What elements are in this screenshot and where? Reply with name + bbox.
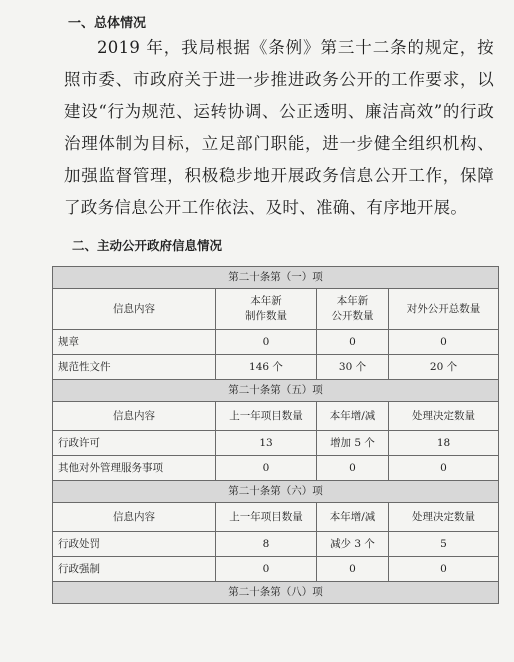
header-cell: 信息内容	[53, 289, 216, 330]
header-row	[53, 289, 499, 330]
cell: 5	[389, 532, 499, 557]
table-row	[53, 557, 499, 582]
cell: 0	[389, 456, 499, 481]
section-row-1	[53, 267, 499, 289]
table-row	[53, 456, 499, 481]
cell: 30 个	[317, 355, 389, 380]
cell: 0	[216, 330, 317, 355]
overview-paragraph: 2019 年，我局根据《条例》第三十二条的规定，按照市委、市政府关于进一步推进政务公开的工作要求，以建设“行为规范、运转协调、公正透明、廉洁高效”的行政治理体制为目标，立足部门职能，进一步健全组织机构、加强监督管理，积极稳步地开展政务信息公开工作，保障了政务信息公开工作依法、及时、准确、有序地开展。	[64, 38, 494, 217]
cell: 13	[216, 431, 317, 456]
header-cell: 信息内容	[53, 503, 216, 532]
row-label: 规章	[53, 330, 216, 355]
cell: 增加 5 个	[317, 431, 389, 456]
cell: 0	[389, 557, 499, 582]
header-cell: 对外公开总数量	[389, 289, 499, 330]
section-title: 第二十条第（五）项	[53, 380, 499, 402]
section-row-4	[53, 582, 499, 604]
header-cell: 上一年项目数量	[216, 503, 317, 532]
section-heading-overview: 一、总体情况	[68, 16, 147, 31]
header-cell: 信息内容	[53, 402, 216, 431]
header-cell: 本年新 制作数量	[216, 289, 317, 330]
section-row-3	[53, 481, 499, 503]
table-row	[53, 431, 499, 456]
table-row	[53, 355, 499, 380]
section-title: 第二十条第（六）项	[53, 481, 499, 503]
header-cell: 处理决定数量	[389, 503, 499, 532]
cell: 0	[216, 557, 317, 582]
header-row	[53, 402, 499, 431]
cell: 0	[389, 330, 499, 355]
header-cell: 处理决定数量	[389, 402, 499, 431]
cell: 0	[317, 330, 389, 355]
section-title: 第二十条第（一）项	[53, 267, 499, 289]
table-row	[53, 532, 499, 557]
cell: 0	[216, 456, 317, 481]
section-heading-disclosure: 二、主动公开政府信息情况	[72, 238, 223, 253]
cell: 减少 3 个	[317, 532, 389, 557]
row-label: 规范性文件	[53, 355, 216, 380]
row-label: 行政处罚	[53, 532, 216, 557]
section-title: 第二十条第（八）项	[53, 582, 499, 604]
cell: 146 个	[216, 355, 317, 380]
row-label: 行政强制	[53, 557, 216, 582]
header-cell: 本年新 公开数量	[317, 289, 389, 330]
section-row-2	[53, 380, 499, 402]
header-cell: 本年增/减	[317, 402, 389, 431]
header-cell: 本年增/减	[317, 503, 389, 532]
cell: 8	[216, 532, 317, 557]
cell: 0	[317, 557, 389, 582]
disclosure-table	[52, 266, 499, 604]
cell: 0	[317, 456, 389, 481]
row-label: 其他对外管理服务事项	[53, 456, 216, 481]
header-row	[53, 503, 499, 532]
table-row	[53, 330, 499, 355]
cell: 18	[389, 431, 499, 456]
cell: 20 个	[389, 355, 499, 380]
header-cell: 上一年项目数量	[216, 402, 317, 431]
row-label: 行政许可	[53, 431, 216, 456]
